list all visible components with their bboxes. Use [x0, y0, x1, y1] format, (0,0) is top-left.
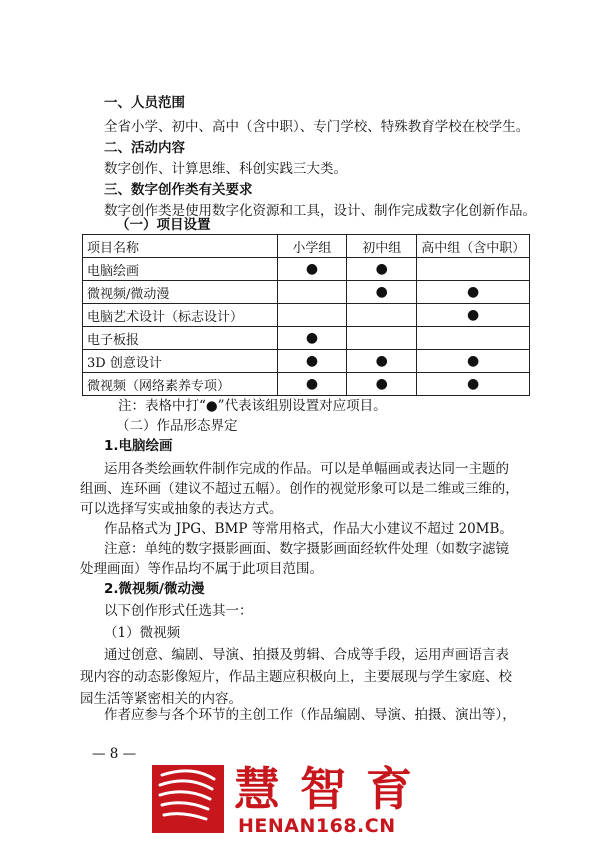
- table-row: [83, 327, 530, 350]
- paragraph-line: 组画、连环画（建议不超过五幅）。创作的视觉形象可以是二维或三维的，: [80, 481, 519, 497]
- table-row: [83, 258, 530, 281]
- paragraph: 全省小学、初中、高中（含中职）、专门学校、特殊教育学校在校学生。: [104, 119, 530, 135]
- table-row: [83, 304, 530, 327]
- table-note: 注：表格中打“●”代表该组别设置对应项目。: [118, 398, 387, 414]
- paragraph-line: 通过创意、编剧、导演、拍摄及剪辑、合成等手段，运用声画语言表: [104, 647, 509, 663]
- table-header-cell: 高中组（含中职）: [417, 235, 530, 258]
- paragraph-line: 作者应参与各个环节的主创工作（作品编剧、导演、拍摄、演出等），: [104, 707, 516, 723]
- paragraph-line: 园生活等紧密相关的内容。: [80, 691, 242, 707]
- table-row: [83, 373, 530, 396]
- paragraph: 作品格式为 JPG、BMP 等常用格式，作品大小建议不超过 20MB。: [104, 521, 513, 537]
- mark-cell: [277, 304, 347, 327]
- project-table: [82, 234, 530, 396]
- table-header-cell: 初中组: [347, 235, 417, 258]
- mark-cell: ●: [417, 281, 530, 304]
- paragraph-line: 可以选择写实或抽象的表达方式。: [80, 501, 283, 517]
- paragraph-line: 处理画面）等作品均不属于此项目范围。: [80, 561, 323, 577]
- project-name-cell: 电子板报: [83, 327, 278, 350]
- mark-cell: [277, 281, 347, 304]
- page-number: — 8 —: [92, 746, 137, 762]
- watermark-brand-cn: 慧智育: [234, 762, 432, 816]
- project-name-cell: 电脑艺术设计（标志设计）: [83, 304, 278, 327]
- mark-cell: ●: [347, 350, 417, 373]
- watermark-logo-icon: [152, 765, 224, 833]
- project-name-cell: 电脑绘画: [83, 258, 278, 281]
- mark-cell: ●: [277, 373, 347, 396]
- mark-cell: ●: [417, 373, 530, 396]
- paragraph-line: 注意：单纯的数字摄影画面、数字摄影画面经软件处理（如数字滤镜: [104, 541, 509, 557]
- mark-cell: ●: [417, 304, 530, 327]
- mark-cell: ●: [347, 373, 417, 396]
- mark-cell: [417, 258, 530, 281]
- item-heading: （1）微视频: [104, 625, 181, 641]
- mark-cell: [347, 304, 417, 327]
- mark-cell: [417, 327, 530, 350]
- mark-cell: ●: [347, 281, 417, 304]
- paragraph-line: 运用各类绘画软件制作完成的作品。可以是单幅画或表达同一主题的: [104, 461, 509, 477]
- subsection-heading: （二）作品形态界定: [116, 418, 238, 434]
- paragraph: 数字创作、计算思维、科创实践三大类。: [104, 161, 347, 177]
- paragraph: 数字创作类是使用数字化资源和工具，设计、制作完成数字化创新作品。: [104, 203, 536, 219]
- project-name-cell: 3D 创意设计: [83, 350, 278, 373]
- table-header-cell: 小学组: [277, 235, 347, 258]
- project-name-cell: 微视频（网络素养专项）: [83, 373, 278, 396]
- table-header-row: [83, 235, 530, 258]
- mark-cell: ●: [277, 327, 347, 350]
- mark-cell: ●: [277, 350, 347, 373]
- section-heading-3: 三、数字创作类有关要求: [104, 182, 253, 198]
- section-heading-2: 二、活动内容: [104, 140, 185, 156]
- paragraph: 以下创作形式任选其一：: [104, 603, 253, 619]
- subsection-heading: （一）项目设置: [116, 217, 211, 233]
- mark-cell: ●: [417, 350, 530, 373]
- item-heading: 1.电脑绘画: [104, 438, 173, 454]
- project-name-cell: 微视频/微动漫: [83, 281, 278, 304]
- table-row: [83, 350, 530, 373]
- paragraph-line: 现内容的动态影像短片，作品主题应积极向上，主要展现与学生家庭、校: [80, 669, 512, 685]
- section-heading-1: 一、人员范围: [104, 95, 185, 111]
- watermark-brand-url: HENAN168.CN: [238, 815, 396, 837]
- mark-cell: [347, 327, 417, 350]
- table-header-cell: 项目名称: [83, 235, 278, 258]
- item-heading: 2.微视频/微动漫: [104, 581, 205, 597]
- mark-cell: ●: [277, 258, 347, 281]
- mark-cell: ●: [347, 258, 417, 281]
- table-row: [83, 281, 530, 304]
